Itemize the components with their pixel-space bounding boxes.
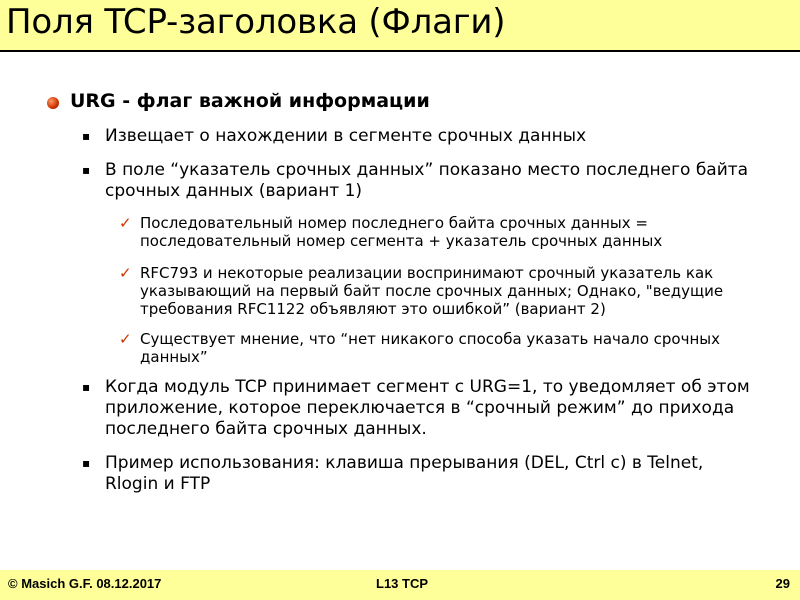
round-bullet-icon bbox=[47, 97, 59, 109]
bullet-item: Пример использования: клавиша прерывания (DEL, Ctrl c) в Telnet, Rlogin и FTP bbox=[105, 453, 704, 494]
square-bullet-icon: ▪ bbox=[82, 163, 91, 177]
bullet-item: Извещает о нахождении в сегменте срочных данных bbox=[105, 126, 587, 146]
footer-lecture: L13 TCP bbox=[376, 576, 429, 591]
sub-bullet-item: Существует мнение, что “нет никакого способа указать начало срочных данных” bbox=[140, 330, 720, 366]
checkmark-bullet-icon: ✓ bbox=[119, 330, 132, 348]
checkmark-bullet-icon: ✓ bbox=[119, 214, 132, 232]
level1-heading: URG - флаг важной информации bbox=[70, 90, 430, 112]
sub-bullet-item: Последовательный номер последнего байта срочных данных = последовательный номер сегмента + указатель срочных данных bbox=[140, 214, 663, 250]
square-bullet-icon: ▪ bbox=[82, 380, 91, 394]
square-bullet-icon: ▪ bbox=[82, 456, 91, 470]
sub-bullet-item: RFC793 и некоторые реализации воспринимают срочный указатель как указывающий на первый байт после срочных данных; Однако, "ведущие требования RFC1122 объявляют это ошибкой” (вариант 2) bbox=[140, 264, 724, 318]
slide-number: 29 bbox=[775, 576, 790, 591]
checkmark-bullet-icon: ✓ bbox=[119, 264, 132, 282]
bullet-item: В поле “указатель срочных данных” показано место последнего байта срочных данных (вариант 1) bbox=[105, 160, 749, 201]
footer-bar bbox=[0, 570, 800, 600]
square-bullet-icon: ▪ bbox=[82, 129, 91, 143]
footer-copyright: © Masich G.F. 08.12.2017 bbox=[8, 576, 162, 591]
bullet-item: Когда модуль TCP принимает сегмент с URG=1, то уведомляет об этом приложение, которое переключается в “срочный режим” до прихода последнего байта срочных данных. bbox=[105, 377, 750, 439]
slide-title: Поля TCP-заголовка (Флаги) bbox=[6, 2, 506, 42]
